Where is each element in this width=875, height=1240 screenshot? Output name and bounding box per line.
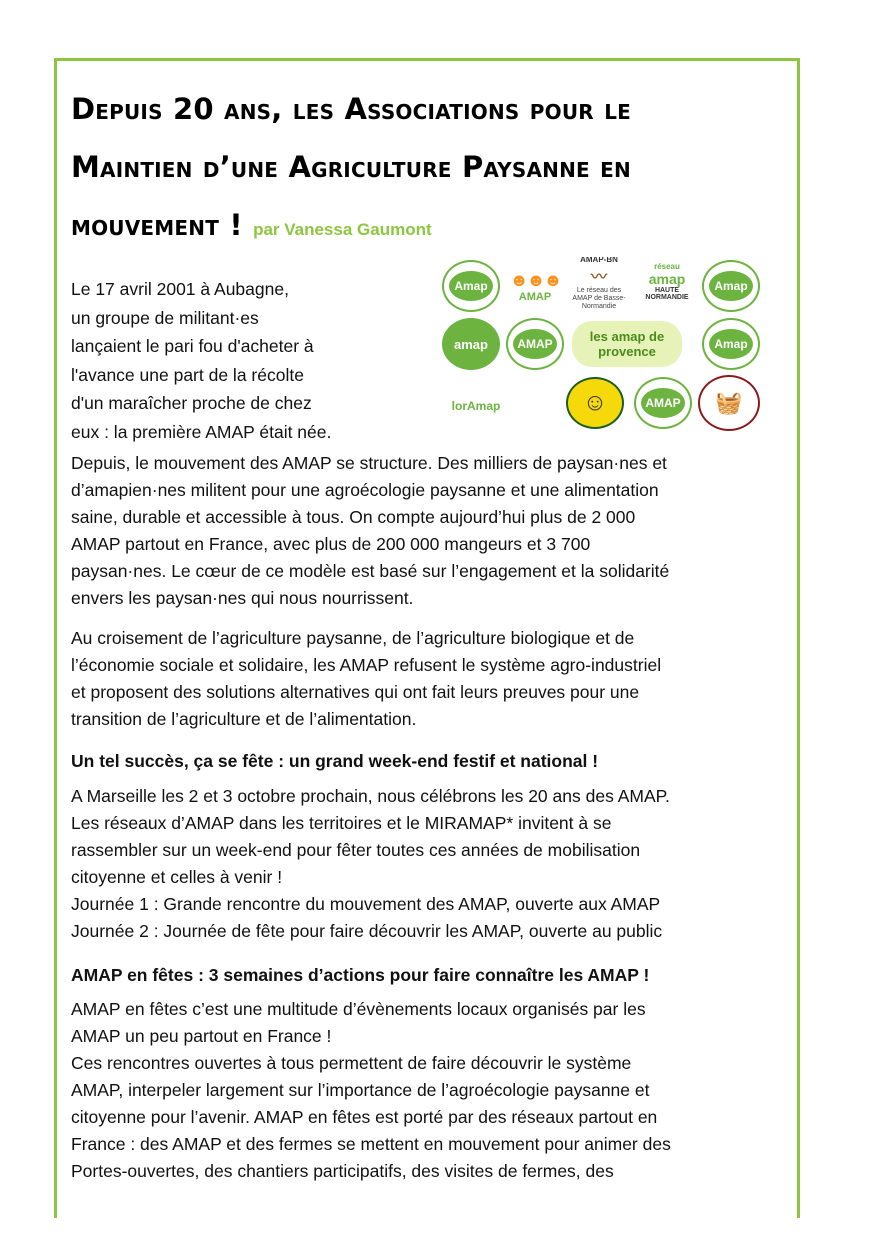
amap-logo-1 xyxy=(442,260,500,312)
amap-logo-8 xyxy=(572,321,682,367)
amap-logo-9 xyxy=(702,318,760,370)
paragraph-alternatives: Au croisement de l’agriculture paysanne, de l’agriculture biologique et de l’économie sociale et solidaire, les AMAP refusent le système agro-industriel et proposent des solutions alternatives qui ont fait leurs preuves pour une transition de l’agriculture et de l’alimentation. xyxy=(71,628,662,729)
people-icon: ☻☻☻ xyxy=(509,269,561,290)
amap-logos-collage xyxy=(440,255,765,435)
paragraph-movement: Depuis, le mouvement des AMAP se structure. Des milliers de paysan·nes et d’amapien·nes militent pour une agroécologie paysanne et une alimentation saine, durable et accessible à tous. On compte aujourd’hui plus de 2 000 AMAP partout en France, avec plus de 200 000 mangeurs et 3 700 paysan·nes. Le cœur de ce modèle est basé sur l’engagement et la solidarité envers les paysan·nes qui nous nourrissent. xyxy=(71,453,670,608)
logo-text: amap xyxy=(454,336,488,352)
logo-text: HAUTE NORMANDIE xyxy=(645,286,689,301)
logo-text: lorAmap xyxy=(451,399,501,413)
heading-amap-en-fetes: AMAP en fêtes : 3 semaines d’actions pour faire connaître les AMAP ! xyxy=(71,965,650,985)
logo-text: amap xyxy=(648,270,686,287)
paragraph-amap-en-fetes: AMAP en fêtes c’est une multitude d’évènements locaux organisés par les AMAP un peu partout en France ! Ces rencontres ouvertes à tous permettent de faire découvrir le système AMAP, interpeler largement sur l’importance de l’agroécologie paysanne et citoyenne pour l’avenir. AMAP en fêtes est porté par des réseaux partout en France : des AMAP et des fermes se mettent en mouvement pour animer des Portes-ouvertes, des chantiers participatifs, des visites de fermes, des xyxy=(71,999,671,1181)
article-title xyxy=(71,80,761,259)
logo-text: AMAP xyxy=(641,388,685,418)
amap-logo-4 xyxy=(636,255,698,307)
amap-logo-10 xyxy=(442,380,510,432)
author-byline: par Vanessa Gaumont xyxy=(253,220,432,239)
wave-icon: 〰 xyxy=(590,269,607,286)
amap-logo-13 xyxy=(698,375,760,431)
logo-text: AMAP xyxy=(513,329,557,359)
amap-logo-12 xyxy=(634,377,692,429)
paragraph-weekend: A Marseille les 2 et 3 octobre prochain, nous célébrons les 20 ans des AMAP. Les réseaux d’AMAP dans les territoires et le MIRAMAP* invitent à se rassembler sur un week-end pour fêter toutes ces années de mobilisation citoyenne et celles à venir ! Journée 1 : Grande rencontre du mouvement des AMAP, ouverte aux AMAP Journée 2 : Journée de fête pour faire découvrir les AMAP, ouverte au public xyxy=(71,786,670,941)
logo-text: les amap de provence xyxy=(589,329,665,359)
amap-logo-7 xyxy=(506,318,564,370)
basket-icon: 🧺 xyxy=(715,390,743,415)
amap-logo-6 xyxy=(442,318,500,370)
amap-logo-11 xyxy=(566,377,624,429)
logo-text: AMAP xyxy=(518,290,552,303)
logo-text: Amap xyxy=(709,271,753,301)
amap-logo-2 xyxy=(506,260,564,312)
amap-logo-3 xyxy=(568,257,630,309)
title-text: Depuis 20 ans, les Associations pour le Maintien d’une Agriculture Paysanne en mouvement ! xyxy=(71,92,631,242)
logo-text: réseau xyxy=(654,261,680,271)
amap-logo-5 xyxy=(702,260,760,312)
logo-text: Amap xyxy=(709,329,753,359)
intro-paragraph: Le 17 avril 2001 à Aubagne, un groupe de militant·es lançaient le pari fou d'acheter à l'avance une part de la récolte d'un maraîcher proche de chez eux : la première AMAP était née. xyxy=(71,279,332,442)
heading-weekend: Un tel succès, ça se fête : un grand week-end festif et national ! xyxy=(71,751,599,771)
logo-text: Amap xyxy=(449,271,493,301)
logo-caption: Le réseau des AMAP de Basse-Normandie xyxy=(572,287,626,309)
smiley-icon: ☺ xyxy=(582,389,608,416)
logo-text: AMAP-BN xyxy=(580,257,618,264)
